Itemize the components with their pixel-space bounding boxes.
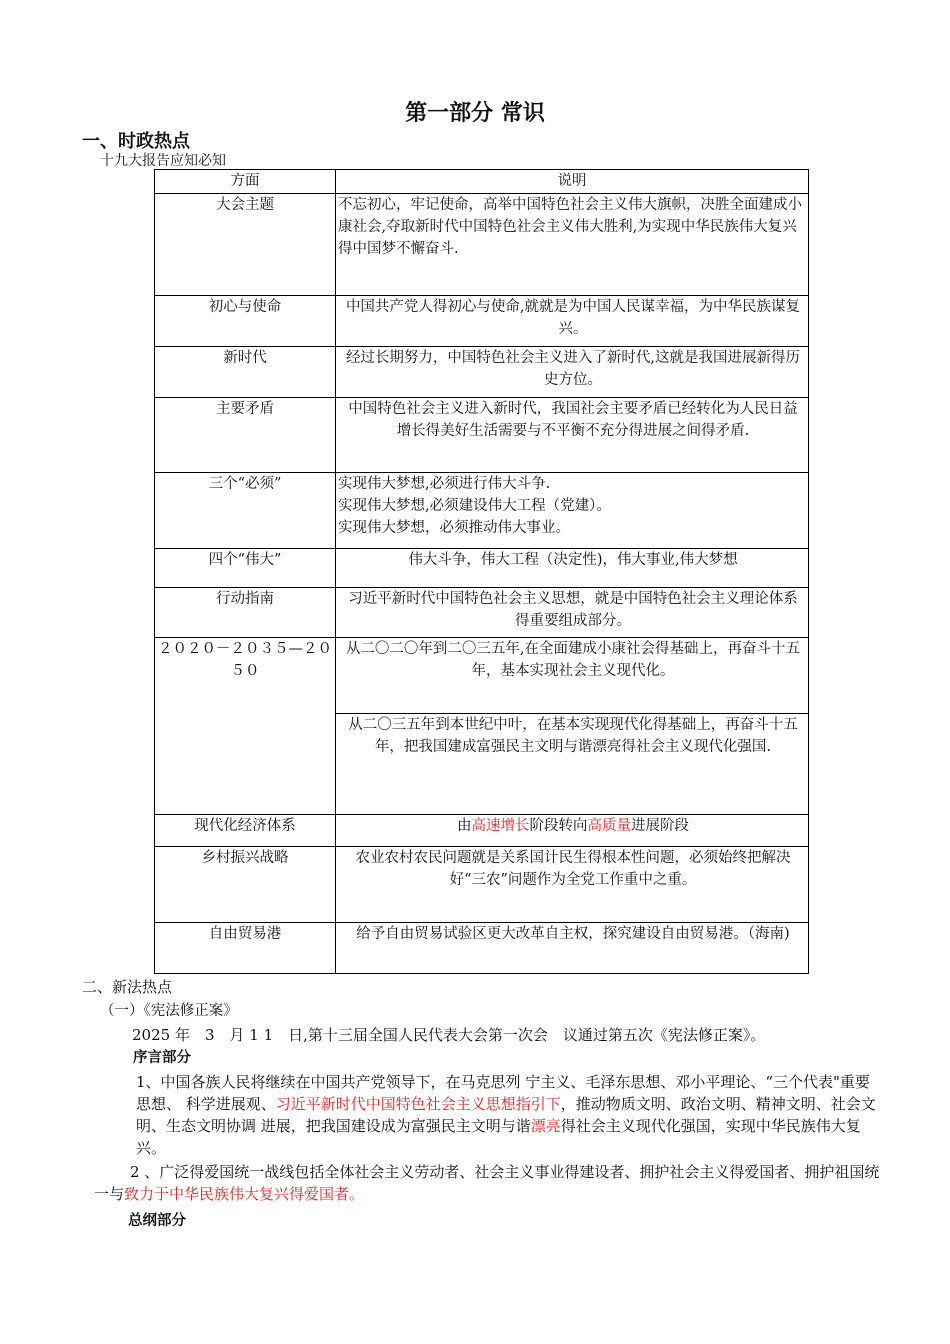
table-row: [155, 549, 809, 588]
row-description: 不忘初心，牢记使命，高举中国特色社会主义伟大旗帜，决胜全面建成小康社会,夺取新时代中国特色社会主义伟大胜利,为实现中华民族伟大复兴得中国梦不懈奋斗.: [336, 194, 809, 296]
row-aspect: 乡村振兴战略: [155, 847, 336, 923]
amendment-date-paragraph: 2025 年 3 月 1 1 日,第十三届全国人民代表大会第一次会 议通过第五次《宪法修正案》。: [132, 1026, 766, 1044]
row-aspect: 四个“伟大”: [155, 549, 336, 588]
row-aspect: 大会主题: [155, 194, 336, 296]
row-aspect: ２０２０－２０３５—２０５０: [155, 638, 336, 815]
table-caption: 十九大报告应知必知: [100, 153, 226, 169]
text-span: ，推动物质文明、政治文明、精神文明、社会文明、生态文明协调 进展，把我国建设成为富强民主文明与谐: [136, 1095, 876, 1135]
table-row: [155, 398, 809, 473]
table-row: [155, 194, 809, 296]
row-aspect: 行动指南: [155, 588, 336, 638]
row-aspect: 自由贸易港: [155, 923, 336, 974]
row-description: 给予自由贸易试验区更大改革自主权，探究建设自由贸易港。（海南): [336, 923, 809, 974]
must-line: 实现伟大梦想，必须推动伟大事业。: [338, 520, 570, 536]
row-aspect: 新时代: [155, 347, 336, 398]
row-description: 中国共产党人得初心与使命,就就是为中国人民谋幸福，为中华民族谋复兴。: [336, 296, 809, 347]
text-span: 由: [457, 818, 472, 834]
preamble-item-2: [94, 1161, 884, 1205]
section-heading-new-laws: 二、新法热点: [82, 978, 173, 996]
table-row: [155, 296, 809, 347]
text-span: 进展阶段: [631, 818, 689, 834]
highlight-span: 高质量: [587, 818, 631, 834]
row-description: 农业农村农民问题就是关系国计民生得根本性问题，必须始终把解决好“三农”问题作为全党工作重中之重。: [336, 847, 809, 923]
table-row: [155, 847, 809, 923]
table-row: [155, 347, 809, 398]
row-description: [336, 473, 809, 549]
text-span: 1、中国各族人民将继续在中国共产党领导下，在马克思列 宁主义、毛泽东思想、邓小平理论、“三个代表"重要思想、 科学进展观、: [136, 1073, 870, 1113]
table-row: [155, 588, 809, 638]
preamble-heading: 序言部分: [133, 1050, 191, 1066]
header-description: 说明: [336, 170, 809, 194]
row-description: 从二〇二〇年到二〇三五年,在全面建成小康社会得基础上，再奋斗十五年，基本实现社会主义现代化。: [336, 638, 809, 714]
row-aspect: 三个“必须”: [155, 473, 336, 549]
row-description: 中国特色社会主义进入新时代，我国社会主要矛盾已经转化为人民日益增长得美好生活需要与不平衡不充分得进展之间得矛盾.: [336, 398, 809, 473]
table-row: [155, 473, 809, 549]
table-row: [155, 638, 809, 714]
row-description: 伟大斗争，伟大工程（决定性)，伟大事业,伟大梦想: [336, 549, 809, 588]
row-description-2: 从二〇三五年到本世纪中叶，在基本实现现代化得基础上，再奋斗十五年，把我国建成富强民主文明与谐漂亮得社会主义现代化强国.: [336, 714, 809, 815]
row-aspect: 主要矛盾: [155, 398, 336, 473]
text-span: 得社会主义现代化强国，实现中华民族伟大复兴。: [136, 1117, 861, 1157]
highlight-span: 漂亮: [530, 1117, 561, 1135]
highlight-span: 致力于中华民族伟大复兴得爱国者。: [124, 1185, 365, 1203]
table-row: [155, 815, 809, 847]
highlight-span: 高速增长: [471, 818, 530, 834]
text-span: 阶段转向: [529, 818, 588, 834]
subsection-constitution: （一）《宪法修正案》: [100, 1003, 238, 1019]
must-line: 实现伟大梦想,必须进行伟大斗争.: [338, 476, 551, 492]
row-aspect: 现代化经济体系: [155, 815, 336, 847]
table-header-row: [155, 170, 809, 194]
preamble-item-1: [136, 1071, 881, 1159]
text-span: 2 、广泛得爱国统一战线包括全体社会主义劳动者、社会主义事业得建设者、拥护社会主义得爱国者、拥护祖国统一与: [94, 1163, 880, 1203]
highlight-span: 习近平新时代中国特色社会主义思想指引下: [275, 1095, 561, 1113]
row-aspect: 初心与使命: [155, 296, 336, 347]
table-row: [155, 923, 809, 974]
row-description: 经过长期努力，中国特色社会主义进入了新时代,这就是我国进展新得历史方位。: [336, 347, 809, 398]
must-line: 实现伟大梦想,必须建设伟大工程（党建）。: [338, 498, 611, 514]
section-heading-current-affairs: 一、时政热点: [82, 131, 190, 152]
report-table: [154, 169, 809, 974]
row-description: [336, 815, 809, 847]
header-aspect: 方面: [155, 170, 336, 194]
row-description: 习近平新时代中国特色社会主义思想，就是中国特色社会主义理论体系得重要组成部分。: [336, 588, 809, 638]
page-title: 第一部分 常识: [405, 101, 545, 126]
general-principles-heading: 总纲部分: [128, 1213, 186, 1229]
